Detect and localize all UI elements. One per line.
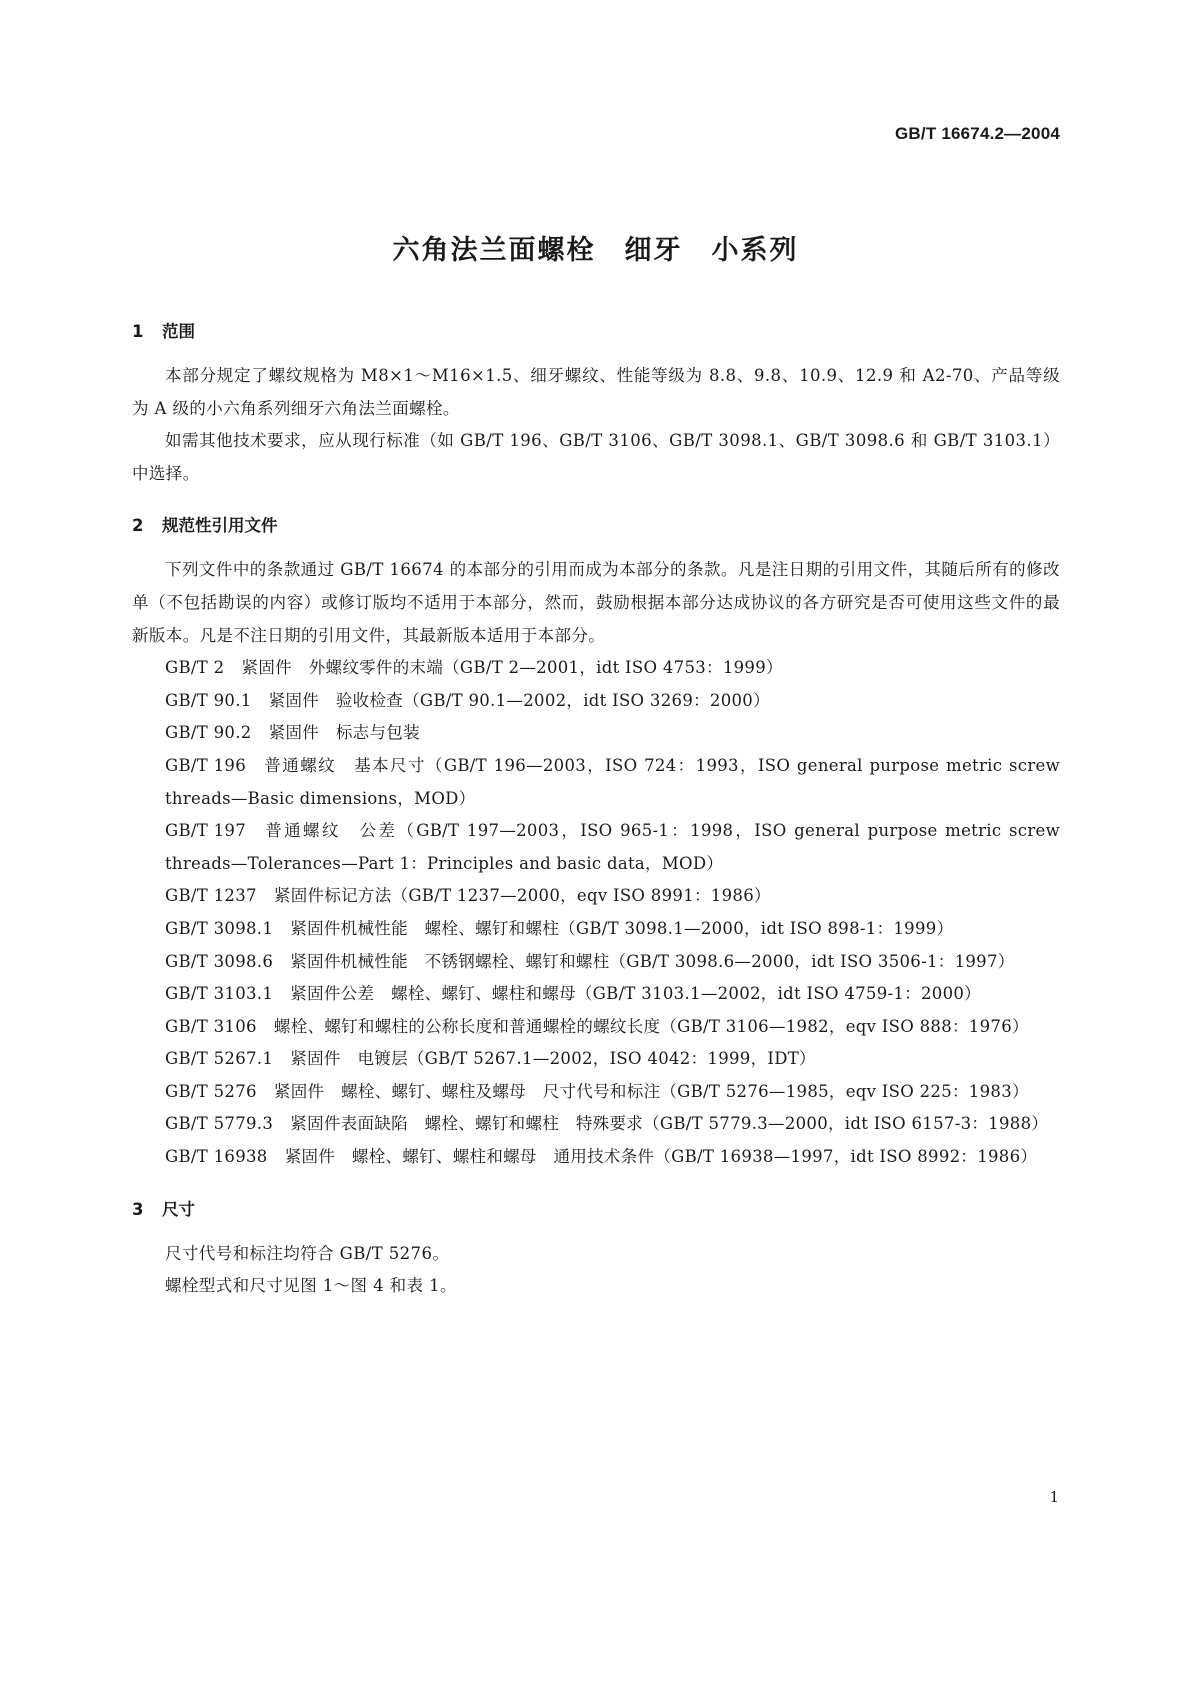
section-title: 规范性引用文件 — [162, 516, 278, 536]
reference-title: 紧固件机械性能 螺栓、螺钉和螺柱（GB/T 3098.1—2000，idt ISO 898-1：1999） — [290, 918, 954, 938]
reference-title: 紧固件 验收检查（GB/T 90.1—2002，idt ISO 3269：2000） — [268, 690, 770, 710]
page-number: 1 — [1049, 1488, 1059, 1506]
reference-item — [132, 1011, 1060, 1044]
section-title: 范围 — [162, 322, 195, 341]
reference-code: GB/T 5276 — [165, 1081, 257, 1101]
reference-title: 紧固件 外螺纹零件的末端（GB/T 2—2001，idt ISO 4753：1999） — [241, 658, 783, 678]
reference-item — [132, 1141, 1060, 1174]
reference-item — [132, 1108, 1060, 1141]
reference-code: GB/T 3103.1 — [165, 984, 274, 1004]
section-heading-scope — [132, 318, 1060, 346]
section-heading-normative-references — [132, 512, 1060, 540]
section-heading-dimensions — [132, 1196, 1060, 1224]
scope-paragraph: 如需其他技术要求，应从现行标准（如 GB/T 196、GB/T 3106、GB/T 3098.1、GB/T 3098.6 和 GB/T 3103.1）中选择。 — [132, 431, 1060, 483]
standard-code: GB/T 16674.2—2004 — [895, 124, 1060, 143]
reference-code: GB/T 5779.3 — [165, 1114, 274, 1134]
reference-code: GB/T 5267.1 — [165, 1049, 274, 1069]
reference-code: GB/T 90.2 — [165, 723, 252, 743]
reference-title: 紧固件标记方法（GB/T 1237—2000，eqv ISO 8991：1986） — [273, 886, 771, 906]
reference-item — [132, 1043, 1060, 1076]
reference-item — [132, 1076, 1060, 1109]
references-intro-paragraph: 下列文件中的条款通过 GB/T 16674 的本部分的引用而成为本部分的条款。凡是注日期的引用文件，其随后所有的修改单（不包括勘误的内容）或修订版均不适用于本部分，然而，鼓励根据本部分达成协议的各方研究是否可使用这些文件的最新版本。凡是不注日期的引用文件，其最新版本适用于本部分。 — [132, 560, 1060, 645]
reference-item — [132, 913, 1060, 946]
section-number: 2 — [132, 516, 144, 536]
reference-item — [132, 978, 1060, 1011]
reference-title: 螺栓、螺钉和螺柱的公称长度和普通螺栓的螺纹长度（GB/T 3106—1982，eqv ISO 888：1976） — [273, 1016, 1029, 1036]
document-title: 六角法兰面螺栓 细牙 小系列 — [392, 235, 799, 266]
reference-item — [132, 717, 1060, 750]
reference-title: 紧固件表面缺陷 螺栓、螺钉和螺柱 特殊要求（GB/T 5779.3—2000，idt ISO 6157-3：1988） — [290, 1114, 1049, 1134]
reference-item — [132, 652, 1060, 685]
reference-title: 普通螺纹 公差（GB/T 197—2003，ISO 965-1：1998，ISO general purpose metric screw threads—Tolerances—Part 1：Principles and basic data，MOD） — [165, 821, 1060, 873]
reference-title: 普通螺纹 基本尺寸（GB/T 196—2003，ISO 724：1993，ISO general purpose metric screw threads—Basic dimensions，MOD） — [165, 755, 1060, 808]
reference-code: GB/T 196 — [165, 755, 247, 775]
document-body — [132, 318, 1060, 1303]
reference-code: GB/T 1237 — [165, 886, 257, 906]
reference-title: 紧固件 螺栓、螺钉、螺柱及螺母 尺寸代号和标注（GB/T 5276—1985，eqv ISO 225：1983） — [273, 1081, 1029, 1101]
reference-code: GB/T 2 — [165, 658, 225, 678]
reference-item — [132, 815, 1060, 880]
reference-item — [132, 946, 1060, 979]
reference-item — [132, 750, 1060, 815]
section-number: 3 — [132, 1199, 144, 1219]
reference-list — [132, 652, 1060, 1174]
reference-title: 紧固件公差 螺栓、螺钉、螺柱和螺母（GB/T 3103.1—2002，idt ISO 4759-1：2000） — [290, 984, 981, 1004]
reference-code: GB/T 16938 — [165, 1147, 268, 1167]
reference-title: 紧固件 电镀层（GB/T 5267.1—2002，ISO 4042：1999，IDT） — [290, 1049, 816, 1069]
dimensions-paragraph: 尺寸代号和标注均符合 GB/T 5276。 — [165, 1243, 450, 1263]
scope-paragraph: 本部分规定了螺纹规格为 M8×1～M16×1.5、细牙螺纹、性能等级为 8.8、9.8、10.9、12.9 和 A2-70、产品等级为 A 级的小六角系列细牙六角法兰面螺栓。 — [132, 366, 1060, 418]
reference-code: GB/T 3098.6 — [165, 951, 274, 971]
reference-item — [132, 685, 1060, 718]
section-title: 尺寸 — [162, 1199, 195, 1219]
reference-code: GB/T 3106 — [165, 1016, 257, 1036]
section-number: 1 — [132, 322, 144, 341]
reference-code: GB/T 3098.1 — [165, 918, 274, 938]
reference-code: GB/T 90.1 — [165, 690, 252, 710]
reference-code: GB/T 197 — [165, 821, 247, 841]
dimensions-paragraph: 螺栓型式和尺寸见图 1～图 4 和表 1。 — [165, 1276, 457, 1296]
reference-title: 紧固件 标志与包装 — [268, 723, 420, 743]
reference-title: 紧固件机械性能 不锈钢螺栓、螺钉和螺柱（GB/T 3098.6—2000，idt ISO 3506-1：1997） — [290, 951, 1015, 971]
reference-title: 紧固件 螺栓、螺钉、螺柱和螺母 通用技术条件（GB/T 16938—1997，idt ISO 8992：1986） — [284, 1147, 1038, 1167]
reference-item — [132, 880, 1060, 913]
